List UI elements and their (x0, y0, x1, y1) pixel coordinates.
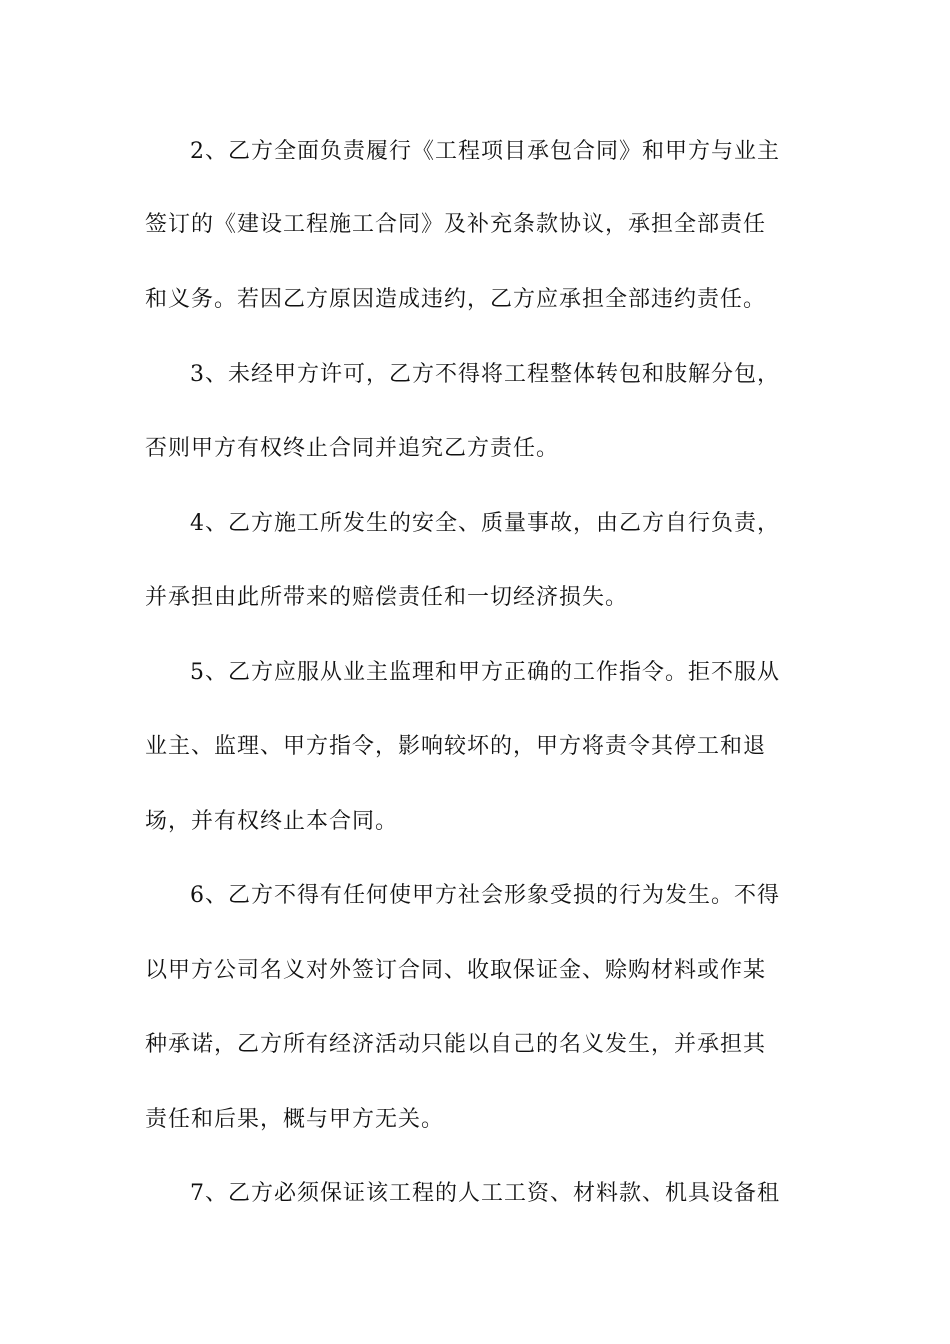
clause-4-line-1: 4、乙方施工所发生的安全、质量事故，由乙方自行负责， (190, 511, 780, 536)
clause-3-line-1: 3、未经甲方许可，乙方不得将工程整体转包和肢解分包， (190, 362, 780, 387)
clause-5-line-1: 5、乙方应服从业主监理和甲方正确的工作指令。拒不服从 (190, 660, 780, 685)
clause-4-line-2: 并承担由此所带来的赔偿责任和一切经济损失。 (145, 585, 629, 610)
clause-5-line-2: 业主、监理、甲方指令，影响较坏的，甲方将责令其停工和退 (145, 734, 767, 759)
clause-2-line-2: 签订的《建设工程施工合同》及补充条款协议，承担全部责任 (145, 212, 767, 237)
clause-6-line-3: 种承诺，乙方所有经济活动只能以自己的名义发生，并承担其 (145, 1032, 767, 1057)
clause-6-line-4: 责任和后果，概与甲方无关。 (145, 1107, 445, 1132)
clause-5-line-3: 场，并有权终止本合同。 (145, 809, 399, 834)
clause-6-line-2: 以甲方公司名义对外签订合同、收取保证金、赊购材料或作某 (145, 958, 767, 983)
clause-7-line-1: 7、乙方必须保证该工程的人工工资、材料款、机具设备租 (190, 1181, 780, 1206)
clause-2-line-3: 和义务。若因乙方原因造成违约，乙方应承担全部违约责任。 (145, 287, 767, 312)
clause-3-line-2: 否则甲方有权终止合同并追究乙方责任。 (145, 436, 560, 461)
clause-2-line-1: 2、乙方全面负责履行《工程项目承包合同》和甲方与业主 (190, 139, 780, 164)
clause-6-line-1: 6、乙方不得有任何使甲方社会形象受损的行为发生。不得 (190, 883, 780, 908)
